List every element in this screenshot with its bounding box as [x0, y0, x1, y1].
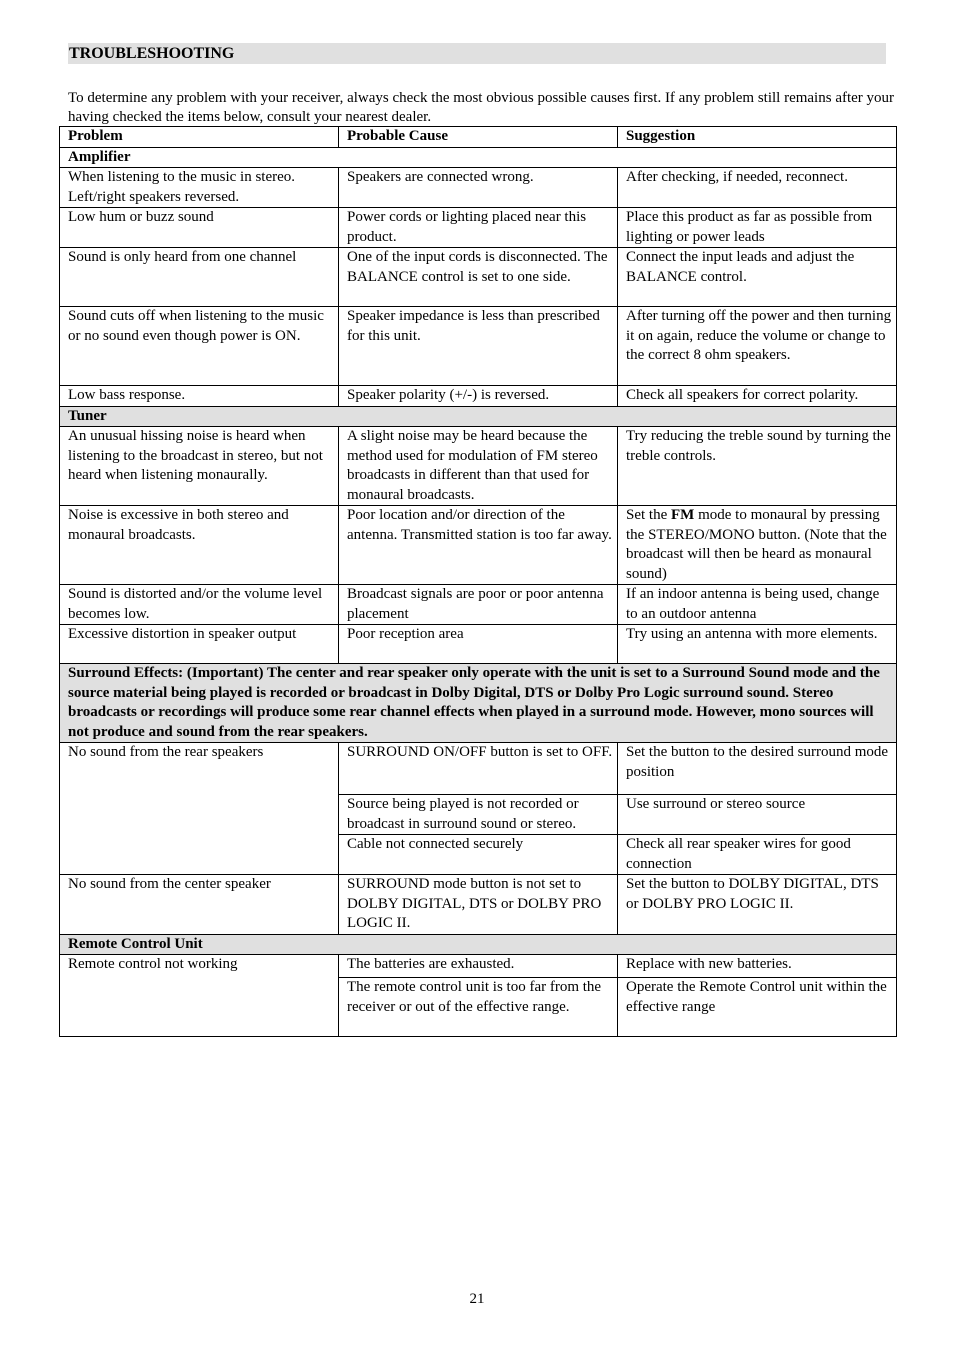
- table-row: [60, 386, 897, 407]
- column-header-problem: Problem: [60, 127, 339, 148]
- cause-cell: A slight noise may be heard because the method used for modulation of FM stereo broadcasts in different than that used for monaural broadcasts.: [339, 427, 618, 506]
- column-header-suggestion: Suggestion: [618, 127, 897, 148]
- suggestion-cell: Try reducing the treble sound by turning the treble controls.: [618, 427, 897, 506]
- intro-paragraph: To determine any problem with your receiver, always check the most obvious possible causes first. If any problem still remains after your having checked the items below, consult your nearest dealer.: [68, 90, 895, 125]
- suggestion-cell: After turning off the power and then turning it on again, reduce the volume or change to the correct 8 ohm speakers.: [618, 307, 897, 386]
- suggestion-cell: Operate the Remote Control unit within the effective range: [618, 978, 897, 1037]
- table-row: [60, 585, 897, 625]
- section-row-amplifier: [60, 147, 897, 168]
- cause-cell: The remote control unit is too far from the receiver or out of the effective range.: [339, 978, 618, 1037]
- problem-cell: Sound is distorted and/or the volume level becomes low.: [60, 585, 339, 625]
- problem-cell: Excessive distortion in speaker output: [60, 625, 339, 664]
- column-header-cause: Probable Cause: [339, 127, 618, 148]
- table-row: [60, 208, 897, 248]
- section-title-remote: Remote Control Unit: [60, 934, 897, 955]
- suggestion-text: mode to monaural by pressing the STEREO/MONO button. (Note that the broadcast will then be heard as monaural sound): [626, 507, 887, 582]
- page-number: 21: [469, 1291, 485, 1307]
- suggestion-cell: Set the button to DOLBY DIGITAL, DTS or DOLBY PRO LOGIC II.: [618, 875, 897, 935]
- table-row: [60, 168, 897, 208]
- table-row: [60, 506, 897, 585]
- cause-cell: Power cords or lighting placed near this product.: [339, 208, 618, 248]
- problem-cell: An unusual hissing noise is heard when listening to the broadcast in stereo, but not heard when listening monaurally.: [60, 427, 339, 506]
- suggestion-cell: Use surround or stereo source: [618, 795, 897, 835]
- troubleshooting-table: [59, 126, 897, 1037]
- suggestion-cell: If an indoor antenna is being used, change to an outdoor antenna: [618, 585, 897, 625]
- table-row: [60, 427, 897, 506]
- suggestion-cell: Replace with new batteries.: [618, 955, 897, 978]
- table-row: [60, 248, 897, 307]
- cause-cell: Broadcast signals are poor or poor antenna placement: [339, 585, 618, 625]
- cause-cell: Cable not connected securely: [339, 835, 618, 875]
- suggestion-cell: Place this product as far as possible from lighting or power leads: [618, 208, 897, 248]
- problem-cell: Noise is excessive in both stereo and monaural broadcasts.: [60, 506, 339, 585]
- problem-cell: Sound is only heard from one channel: [60, 248, 339, 307]
- table-row: [60, 875, 897, 935]
- problem-cell: Low hum or buzz sound: [60, 208, 339, 248]
- suggestion-cell: Check all rear speaker wires for good connection: [618, 835, 897, 875]
- problem-cell: No sound from the center speaker: [60, 875, 339, 935]
- suggestion-cell: Connect the input leads and adjust the BALANCE control.: [618, 248, 897, 307]
- fm-emphasis: FM: [671, 507, 695, 523]
- page-heading: TROUBLESHOOTING: [68, 43, 886, 64]
- cause-cell: SURROUND mode button is not set to DOLBY DIGITAL, DTS or DOLBY PRO LOGIC II.: [339, 875, 618, 935]
- table-row: [60, 955, 897, 978]
- section-title-tuner: Tuner: [60, 406, 897, 427]
- section-title-amplifier: Amplifier: [60, 147, 897, 168]
- cause-cell: The batteries are exhausted.: [339, 955, 618, 978]
- suggestion-text: Set the: [626, 507, 671, 523]
- suggestion-cell: Set the button to the desired surround mode position: [618, 743, 897, 795]
- table-row: [60, 743, 897, 795]
- cause-cell: Source being played is not recorded or broadcast in surround sound or stereo.: [339, 795, 618, 835]
- problem-cell: Low bass response.: [60, 386, 339, 407]
- suggestion-cell: [618, 506, 897, 585]
- section-row-remote: [60, 934, 897, 955]
- cause-cell: Poor location and/or direction of the antenna. Transmitted station is too far away.: [339, 506, 618, 585]
- suggestion-cell: Check all speakers for correct polarity.: [618, 386, 897, 407]
- cause-cell: SURROUND ON/OFF button is set to OFF.: [339, 743, 618, 795]
- section-row-tuner: [60, 406, 897, 427]
- table-header-row: [60, 127, 897, 148]
- cause-cell: Speaker polarity (+/-) is reversed.: [339, 386, 618, 407]
- cause-cell: One of the input cords is disconnected. The BALANCE control is set to one side.: [339, 248, 618, 307]
- table-row: [60, 625, 897, 664]
- problem-cell: Remote control not working: [60, 955, 339, 1037]
- cause-cell: Poor reception area: [339, 625, 618, 664]
- cause-cell: Speakers are connected wrong.: [339, 168, 618, 208]
- problem-cell: When listening to the music in stereo. Left/right speakers reversed.: [60, 168, 339, 208]
- cause-cell: Speaker impedance is less than prescribed for this unit.: [339, 307, 618, 386]
- surround-notice: Surround Effects: (Important) The center and rear speaker only operate with the unit is set to a Surround Sound mode and the source material being played is recorded or broadcast in Dolby Digital, DTS or Dolby Pro Logic surround sound. Stereo broadcasts or recordings will produce some rear channel effects when played in a surround mode. However, mono sources will not produce and sound from the rear speakers.: [60, 664, 897, 743]
- table-row: [60, 307, 897, 386]
- problem-cell: Sound cuts off when listening to the music or no sound even though power is ON.: [60, 307, 339, 386]
- surround-notice-row: [60, 664, 897, 743]
- problem-cell: No sound from the rear speakers: [60, 743, 339, 875]
- suggestion-cell: After checking, if needed, reconnect.: [618, 168, 897, 208]
- suggestion-cell: Try using an antenna with more elements.: [618, 625, 897, 664]
